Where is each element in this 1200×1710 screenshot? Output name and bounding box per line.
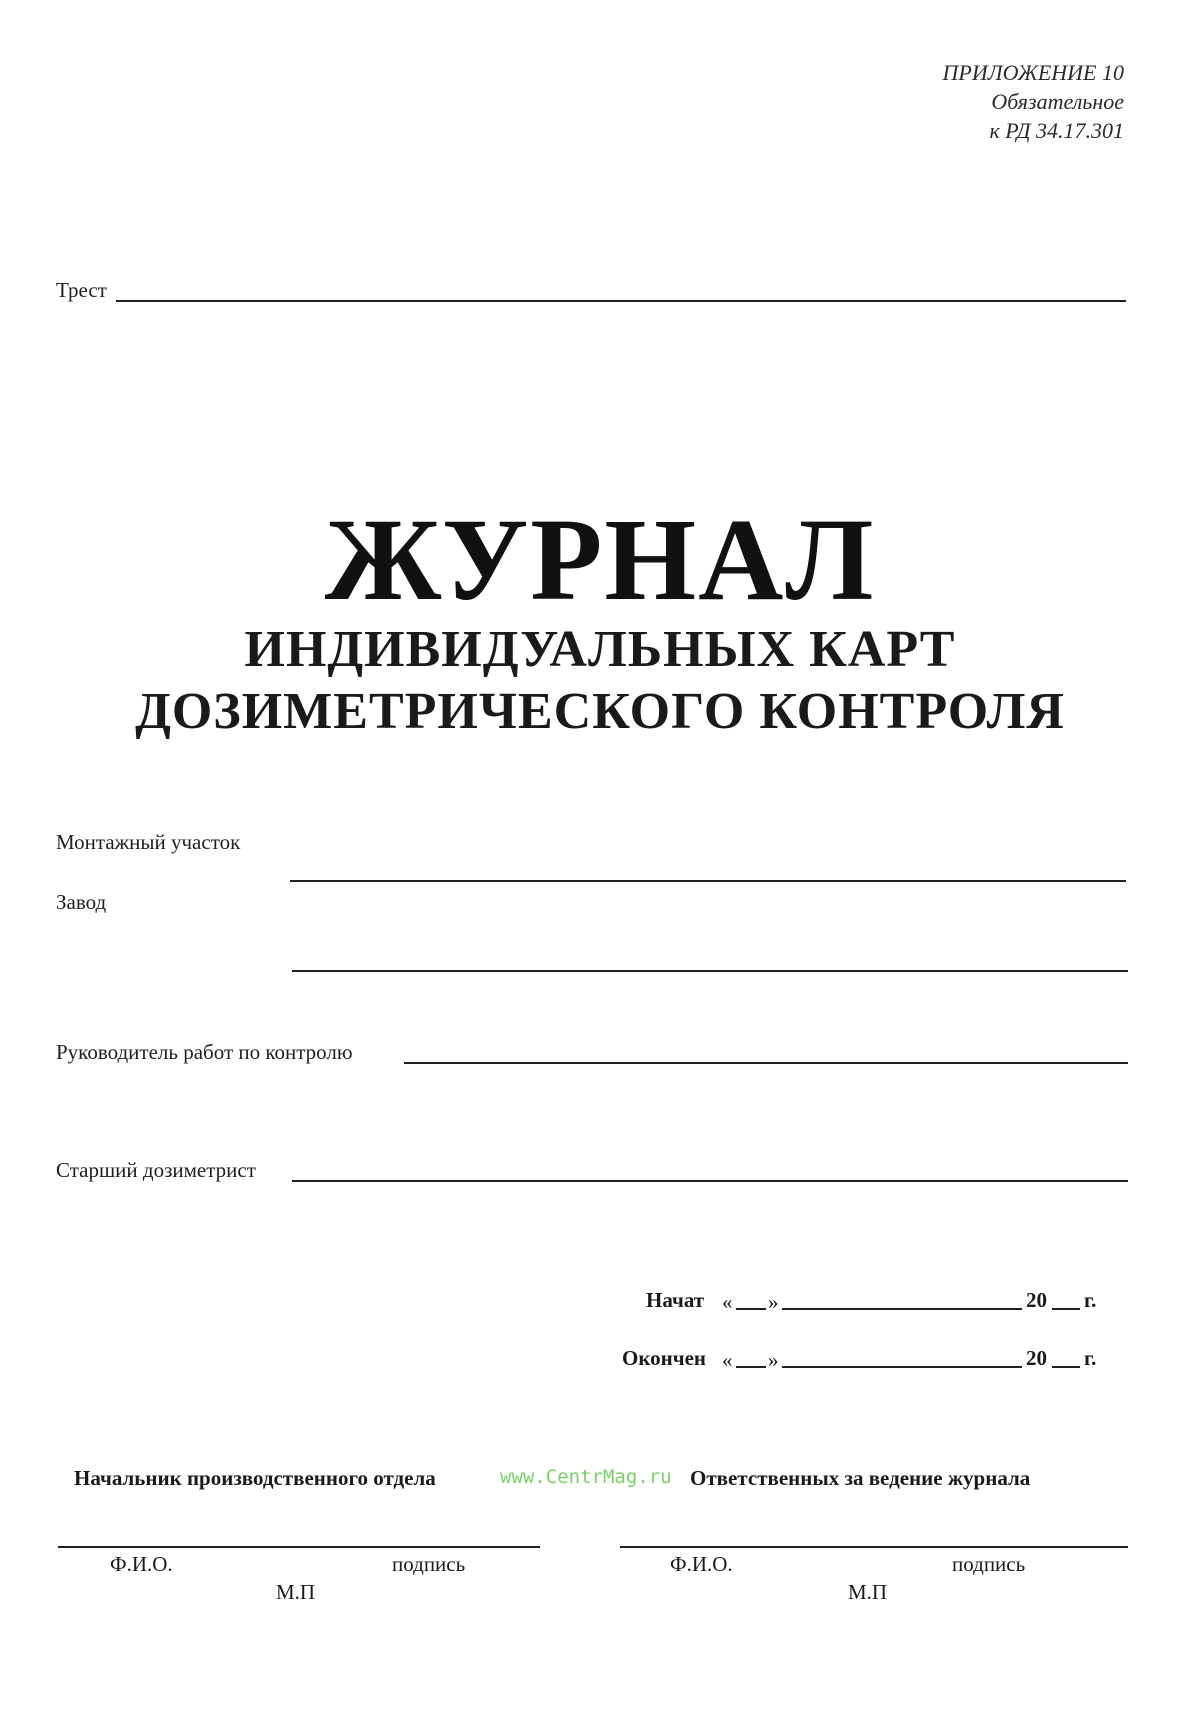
finished-year-prefix: 20 bbox=[1026, 1346, 1047, 1370]
senior-dosimetrist-line[interactable] bbox=[292, 1180, 1128, 1182]
trust-label: Трест bbox=[56, 278, 107, 302]
right-signature-line[interactable] bbox=[620, 1546, 1128, 1548]
finished-label: Окончен bbox=[622, 1346, 707, 1370]
plant-line[interactable] bbox=[292, 970, 1128, 972]
senior-dosimetrist-label: Старший дозиметрист bbox=[56, 1158, 256, 1182]
finished-year-line[interactable] bbox=[1052, 1366, 1080, 1368]
started-open-quote: « bbox=[722, 1290, 733, 1314]
watermark: www.CentrMag.ru bbox=[500, 1466, 672, 1488]
site-line[interactable] bbox=[290, 880, 1126, 882]
started-label: Начат bbox=[646, 1288, 705, 1312]
started-year-prefix: 20 bbox=[1026, 1288, 1047, 1312]
started-day-line[interactable] bbox=[736, 1308, 766, 1310]
started-year-line[interactable] bbox=[1052, 1308, 1080, 1310]
right-signature-heading: Ответственных за ведение журнала bbox=[690, 1466, 1031, 1490]
appendix-reference: к РД 34.17.301 bbox=[989, 118, 1124, 143]
started-month-line[interactable] bbox=[782, 1308, 1022, 1310]
head-of-control-label: Руководитель работ по контролю bbox=[56, 1040, 353, 1064]
finished-year-suffix: г. bbox=[1084, 1346, 1097, 1370]
finished-day-line[interactable] bbox=[736, 1366, 766, 1368]
finished-close-quote: » bbox=[768, 1348, 779, 1372]
started-close-quote: » bbox=[768, 1290, 779, 1314]
head-of-control-line[interactable] bbox=[404, 1062, 1128, 1064]
page-title: ЖУРНАЛ bbox=[324, 494, 876, 625]
left-signature-heading: Начальник производственного отдела bbox=[74, 1466, 436, 1490]
page-subtitle-line2: ДОЗИМЕТРИЧЕСКОГО КОНТРОЛЯ bbox=[135, 683, 1065, 740]
right-signature-caption: подпись bbox=[952, 1552, 1026, 1576]
page-subtitle-line1: ИНДИВИДУАЛЬНЫХ КАРТ bbox=[244, 621, 956, 678]
appendix-status: Обязательное bbox=[991, 89, 1124, 114]
right-stamp-caption: М.П bbox=[848, 1580, 888, 1604]
plant-label: Завод bbox=[56, 890, 107, 914]
right-fio-caption: Ф.И.О. bbox=[670, 1552, 733, 1576]
trust-line[interactable] bbox=[116, 300, 1126, 302]
appendix-number: ПРИЛОЖЕНИЕ 10 bbox=[942, 60, 1124, 85]
finished-month-line[interactable] bbox=[782, 1366, 1022, 1368]
site-label: Монтажный участок bbox=[56, 830, 241, 854]
finished-open-quote: « bbox=[722, 1348, 733, 1372]
left-fio-caption: Ф.И.О. bbox=[110, 1552, 173, 1576]
left-stamp-caption: М.П bbox=[276, 1580, 316, 1604]
started-year-suffix: г. bbox=[1084, 1288, 1097, 1312]
appendix-block bbox=[943, 58, 1124, 145]
left-signature-caption: подпись bbox=[392, 1552, 466, 1576]
left-signature-line[interactable] bbox=[58, 1546, 540, 1548]
